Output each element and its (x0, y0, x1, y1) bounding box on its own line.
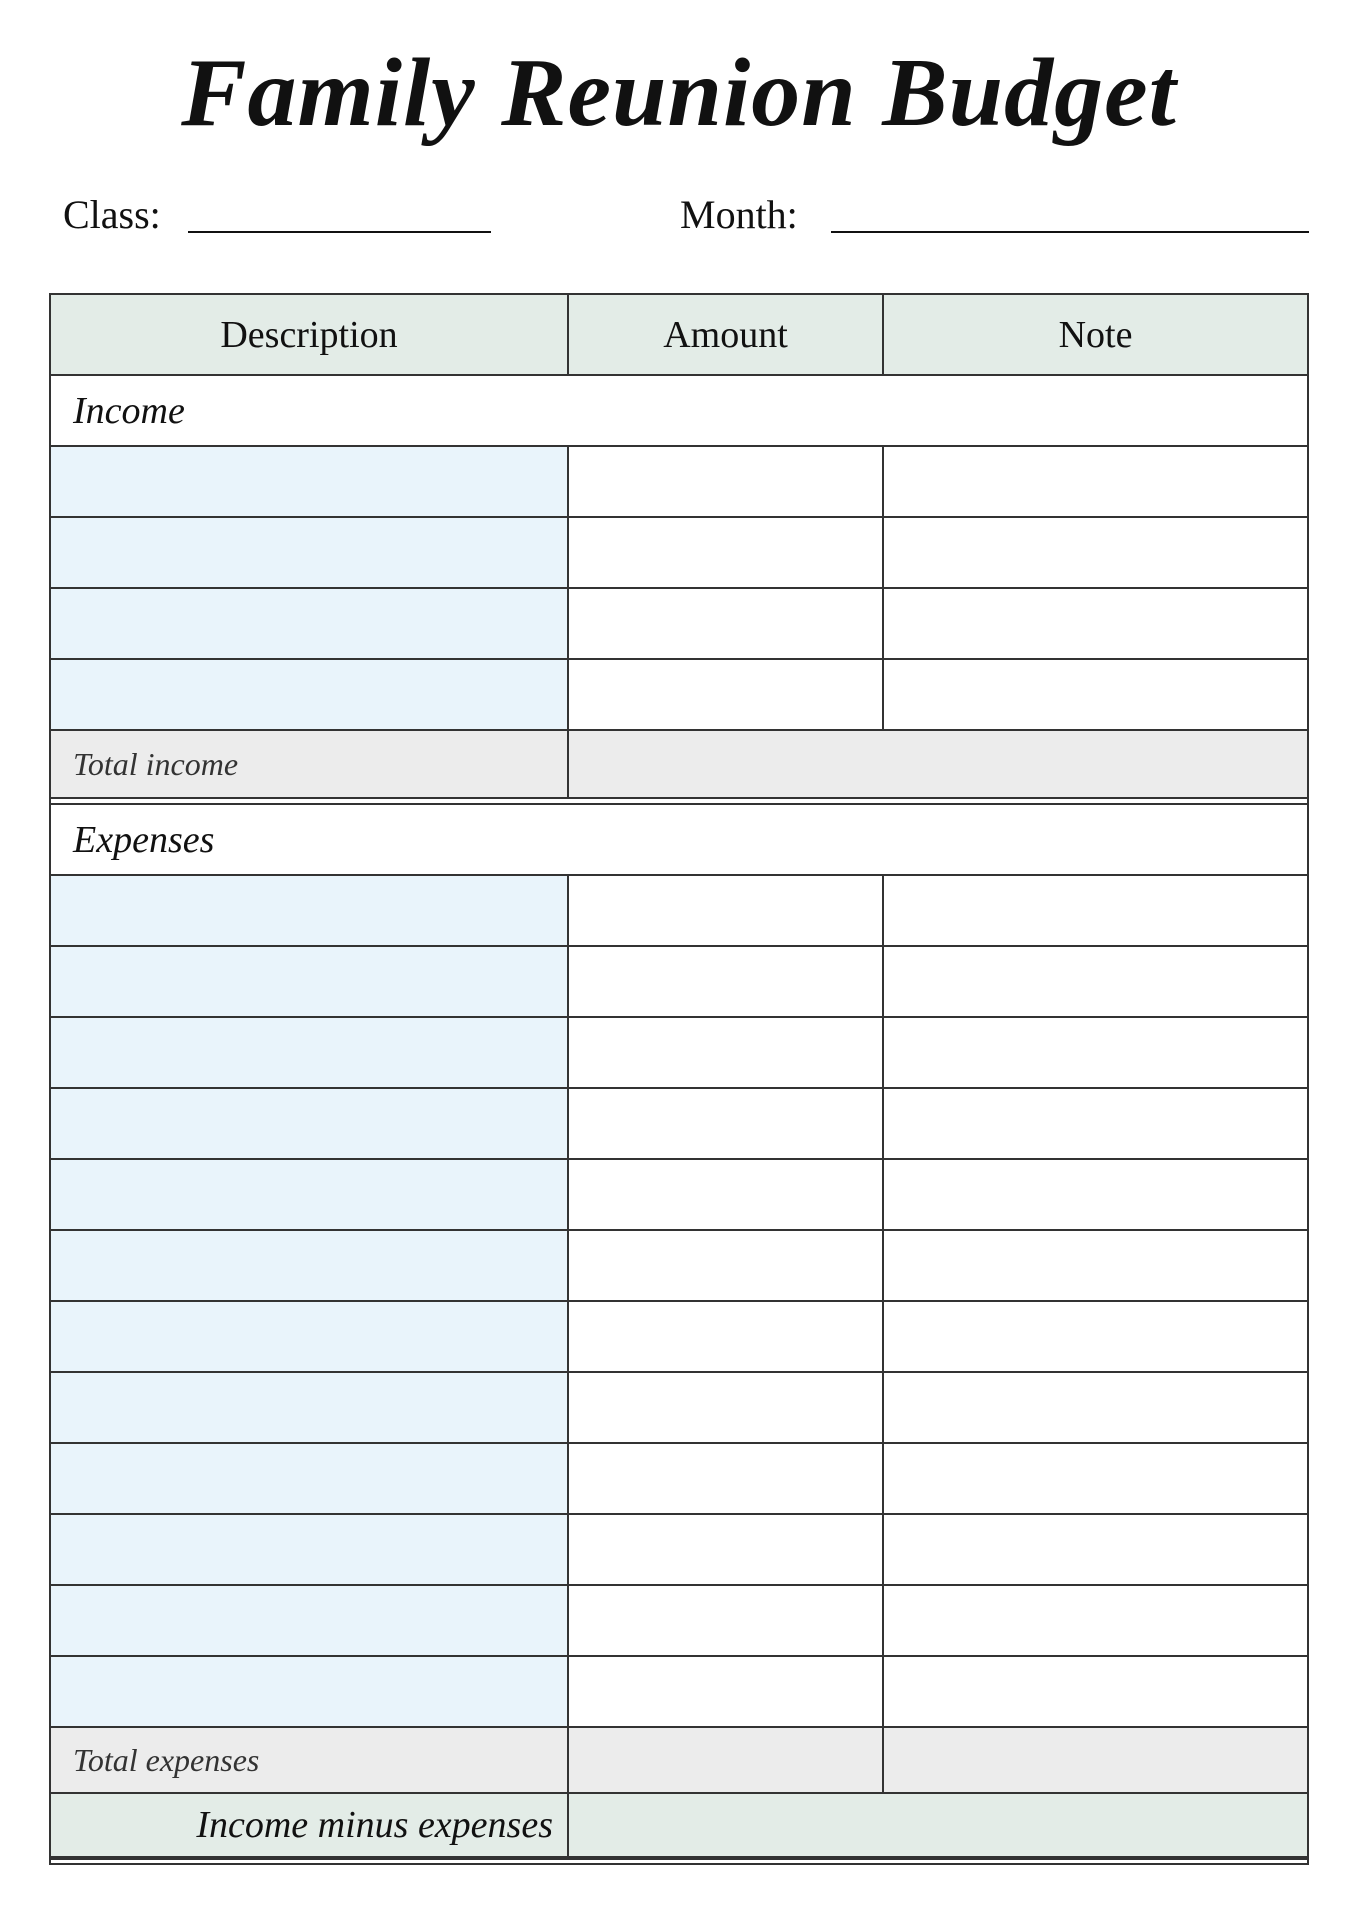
income-row (51, 589, 1307, 660)
income-section-label: Income (51, 376, 1307, 447)
expense-note-cell[interactable] (884, 1586, 1307, 1655)
expense-note-cell[interactable] (884, 947, 1307, 1016)
total-income-label: Total income (51, 731, 569, 797)
expense-row (51, 1231, 1307, 1302)
bottom-rule (51, 1858, 1307, 1863)
expense-description-cell[interactable] (51, 1657, 569, 1726)
class-field[interactable] (188, 231, 491, 233)
expense-row (51, 876, 1307, 947)
expense-description-cell[interactable] (51, 1444, 569, 1513)
expense-description-cell[interactable] (51, 1231, 569, 1300)
expense-amount-cell[interactable] (569, 876, 884, 945)
expenses-total-row (51, 1728, 1307, 1794)
income-row (51, 660, 1307, 731)
page-title: Family Reunion Budget (181, 39, 1177, 147)
income-description-cell[interactable] (51, 518, 569, 587)
expense-amount-cell[interactable] (569, 1160, 884, 1229)
expense-row (51, 1018, 1307, 1089)
income-description-cell[interactable] (51, 589, 569, 658)
expense-description-cell[interactable] (51, 1089, 569, 1158)
income-row (51, 447, 1307, 518)
expense-amount-cell[interactable] (569, 1231, 884, 1300)
expense-description-cell[interactable] (51, 1586, 569, 1655)
expense-amount-cell[interactable] (569, 1373, 884, 1442)
expense-row (51, 1302, 1307, 1373)
total-expenses-note[interactable] (884, 1728, 1307, 1792)
expense-amount-cell[interactable] (569, 1586, 884, 1655)
income-minus-expenses-label: Income minus expenses (51, 1794, 569, 1856)
income-minus-expenses-amount[interactable] (569, 1794, 1307, 1856)
income-row (51, 518, 1307, 589)
expense-note-cell[interactable] (884, 1231, 1307, 1300)
expense-note-cell[interactable] (884, 1160, 1307, 1229)
expense-description-cell[interactable] (51, 1160, 569, 1229)
expense-note-cell[interactable] (884, 876, 1307, 945)
budget-table (49, 293, 1309, 1865)
expense-row (51, 1089, 1307, 1160)
total-income-amount[interactable] (569, 731, 1307, 797)
expense-description-cell[interactable] (51, 947, 569, 1016)
expense-row (51, 1586, 1307, 1657)
expense-note-cell[interactable] (884, 1515, 1307, 1584)
income-total-row (51, 731, 1307, 797)
expense-amount-cell[interactable] (569, 1302, 884, 1371)
income-note-cell[interactable] (884, 589, 1307, 658)
net-row (51, 1794, 1307, 1858)
class-label: Class: (63, 192, 161, 237)
expense-amount-cell[interactable] (569, 1515, 884, 1584)
expense-note-cell[interactable] (884, 1302, 1307, 1371)
expense-row (51, 1657, 1307, 1728)
expense-description-cell[interactable] (51, 1302, 569, 1371)
expense-rows (51, 876, 1307, 1728)
expense-description-cell[interactable] (51, 1373, 569, 1442)
income-description-cell[interactable] (51, 447, 569, 516)
expense-description-cell[interactable] (51, 1515, 569, 1584)
expense-row (51, 1373, 1307, 1444)
income-amount-cell[interactable] (569, 589, 884, 658)
expense-note-cell[interactable] (884, 1373, 1307, 1442)
income-amount-cell[interactable] (569, 447, 884, 516)
income-amount-cell[interactable] (569, 660, 884, 729)
section-divider (51, 797, 1307, 805)
expense-row (51, 1444, 1307, 1515)
expense-note-cell[interactable] (884, 1444, 1307, 1513)
income-rows (51, 447, 1307, 731)
expense-description-cell[interactable] (51, 876, 569, 945)
amount-header: Amount (569, 295, 884, 374)
income-note-cell[interactable] (884, 518, 1307, 587)
month-label: Month: (680, 192, 798, 237)
expense-amount-cell[interactable] (569, 947, 884, 1016)
total-expenses-label: Total expenses (51, 1728, 569, 1792)
expense-row (51, 1160, 1307, 1231)
expense-amount-cell[interactable] (569, 1657, 884, 1726)
income-note-cell[interactable] (884, 447, 1307, 516)
expense-amount-cell[interactable] (569, 1089, 884, 1158)
expenses-section-label: Expenses (51, 805, 1307, 876)
expense-description-cell[interactable] (51, 1018, 569, 1087)
expense-row (51, 947, 1307, 1018)
expense-note-cell[interactable] (884, 1018, 1307, 1087)
month-field[interactable] (831, 231, 1309, 233)
expense-amount-cell[interactable] (569, 1444, 884, 1513)
note-header: Note (1058, 313, 1133, 356)
description-header: Description (51, 295, 569, 374)
expense-note-cell[interactable] (884, 1657, 1307, 1726)
income-amount-cell[interactable] (569, 518, 884, 587)
expense-amount-cell[interactable] (569, 1018, 884, 1087)
income-note-cell[interactable] (884, 660, 1307, 729)
table-header-row (51, 295, 1307, 376)
expense-row (51, 1515, 1307, 1586)
expense-note-cell[interactable] (884, 1089, 1307, 1158)
income-description-cell[interactable] (51, 660, 569, 729)
total-expenses-amount[interactable] (569, 1728, 884, 1792)
